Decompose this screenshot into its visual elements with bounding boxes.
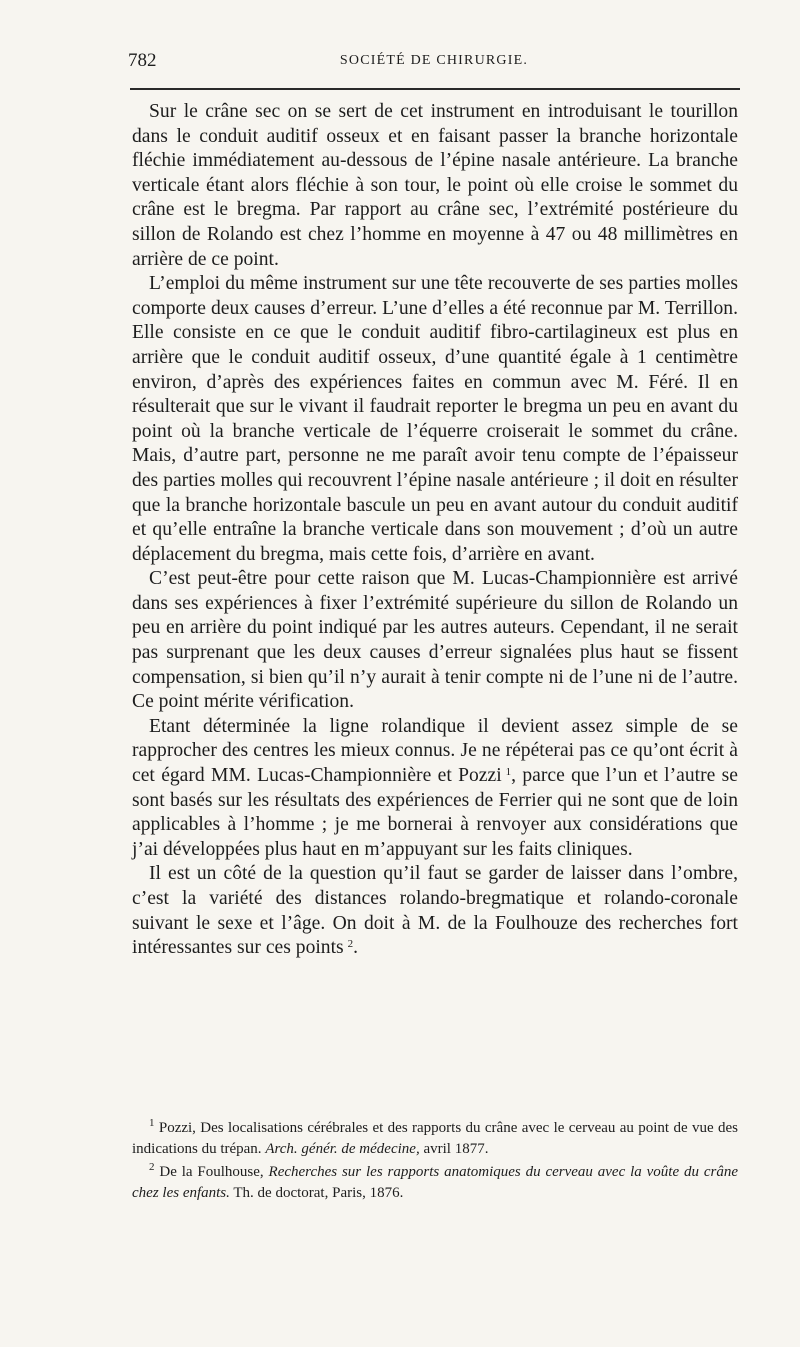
- paragraph-4: [132, 715, 738, 863]
- page-header: [128, 50, 740, 78]
- running-title: SOCIÉTÉ DE CHIRURGIE.: [339, 53, 529, 68]
- footnote-text: avril 1877.: [419, 1141, 489, 1157]
- paragraph-text: C’est peut-être pour cette raison que M. Lucas-Championnière est arrivé dans ses expériences à fixer l’extrémité supérieure du sillon de Rolando un peu en arrière du point indiqué par les autres auteurs. Cependant, il ne serait pas surprenant que les deux causes d’erreur signalées plus haut se fissent compensation, si bien qu’il n’y aurait à tenir compte ni de l’une ni de l’autre. Ce point mérite vérification.: [132, 568, 738, 713]
- footnotes: [132, 1118, 738, 1204]
- paragraph-text: Etant déterminée la ligne rolandique il devient assez simple de se rapprocher des centres les mieux connus. Je ne répéterai pas ce qu’ont écrit à cet égard MM. Lucas-Championnière et Pozzi: [132, 715, 738, 787]
- footnote-ref-1[interactable]: 1: [505, 766, 512, 779]
- paragraph-text: .: [353, 937, 359, 959]
- footnote-text: De la Foulhouse,: [154, 1164, 269, 1180]
- journal-title: Arch. génér. de médecine,: [265, 1141, 420, 1157]
- page-number: 782: [128, 50, 157, 71]
- footnote-text: Th. de doctorat, Paris, 1876.: [229, 1185, 404, 1201]
- footnote-mark: 1: [149, 1117, 155, 1129]
- paragraph-text: L’emploi du même instrument sur une tête recouverte de ses parties molles comporte deux causes d’erreur. L’une d’elles a été reconnue par M. Terrillon. Elle consiste en ce que le conduit auditif fibro-cartilagineux est plus en arrière que le conduit auditif osseux, d’une quantité égale à 1 centimètre environ, d’après des expériences faites en commun avec M. Féré. Il en résulterait que sur le vivant il faudrait reporter le bregma un peu en avant du point où la branche verticale de l’équerre croiserait le sommet du crâne. Mais, d’autre part, personne ne me paraît avoir tenu compte de l’épaisseur des parties molles qui recouvrent l’épine nasale antérieure ; il doit en résulter que la branche horizontale bascule un peu en avant autour du conduit auditif et qu’elle entraîne la branche verticale dans son mouvement ; d’où un autre déplacement du bregma, mais cette fois, d’arrière en avant.: [132, 273, 738, 565]
- paragraph-text: , parce que l’un et l’autre se sont basés sur les résultats des expériences de Ferrier qui ne sont que de loin applicables à l’homme ; je me bornerai à renvoyer aux considérations que j’ai développées plus haut en m’appuyant sur les faits cliniques.: [132, 765, 738, 860]
- footnote-mark: 2: [149, 1161, 155, 1173]
- paragraph-5: [132, 862, 738, 960]
- header-rule: [130, 88, 740, 90]
- body-text: [132, 100, 738, 961]
- paragraph-3: [132, 567, 738, 715]
- footnote-ref-2[interactable]: 2: [347, 938, 354, 951]
- footnote-text: Pozzi, Des localisations cérébrales et des rapports du crâne avec le cerveau au point de vue des indications du trépan.: [132, 1120, 738, 1157]
- paragraph-1: [132, 100, 738, 272]
- thesis-title: Recherches sur les rapports anatomiques du cerveau avec la voûte du crâne chez les enfants.: [132, 1164, 739, 1201]
- paragraph-text: Sur le crâne sec on se sert de cet instrument en introduisant le tourillon dans le conduit auditif osseux et en faisant passer la branche horizontale fléchie immédiatement au-dessous de l’épine nasale antérieure. La branche verticale étant alors fléchie à son tour, le point où elle croise le sommet du crâne est le bregma. Par rapport au crâne sec, l’extrémité postérieure du sillon de Rolando est chez l’homme en moyenne à 47 ou 48 millimètres en arrière de ce point.: [132, 101, 738, 270]
- footnote-1: [132, 1118, 738, 1160]
- footnote-2: [132, 1162, 738, 1204]
- paragraph-text: Il est un côté de la question qu’il faut se garder de laisser dans l’ombre, c’est la variété des distances rolando-bregmatique et rolando-coronale suivant le sexe et l’âge. On doit à M. de la Foulhouze des recherches fort intéressantes sur ces points: [132, 863, 738, 959]
- paragraph-2: [132, 272, 738, 567]
